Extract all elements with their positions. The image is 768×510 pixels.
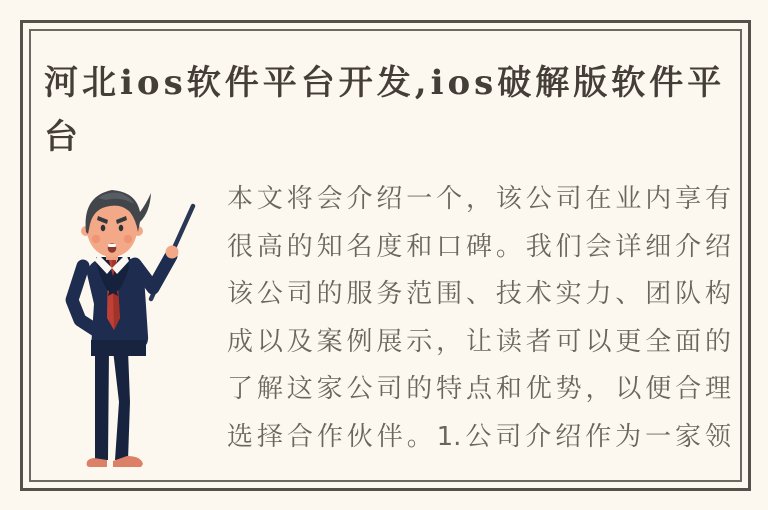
article-title <box>44 56 734 164</box>
man-teeth <box>108 244 116 247</box>
man-blush-left <box>92 235 100 243</box>
man-leg-left <box>95 350 109 460</box>
man-eye-left <box>101 225 106 231</box>
man-blush-right <box>124 235 132 243</box>
man-eye-right <box>119 225 124 231</box>
article-title-line-1: 河北ios软件平台开发,ios破解版软件平 <box>44 63 726 103</box>
man-leg-right <box>113 350 130 460</box>
body-text-line: 该公司的服务范围、技术实力、团队构 <box>227 279 731 310</box>
body-text-line: 本文将会介绍一个，该公司在业内享有 <box>227 184 731 214</box>
body-text-line: 成以及案例展示，让读者可以更全面的 <box>227 326 731 357</box>
article-title-line-2: 台 <box>44 117 82 157</box>
article-body <box>227 176 731 462</box>
body-text-line: 选择合作伙伴。1.公司介绍作为一家领 <box>227 421 731 452</box>
man-hand <box>166 246 179 259</box>
businessman-illustration <box>50 178 220 470</box>
body-text-line: 了解这家公司的特点和优势，以便合理 <box>227 374 731 405</box>
body-text-line: 很高的知名度和口碑。我们会详细介绍 <box>227 231 731 262</box>
